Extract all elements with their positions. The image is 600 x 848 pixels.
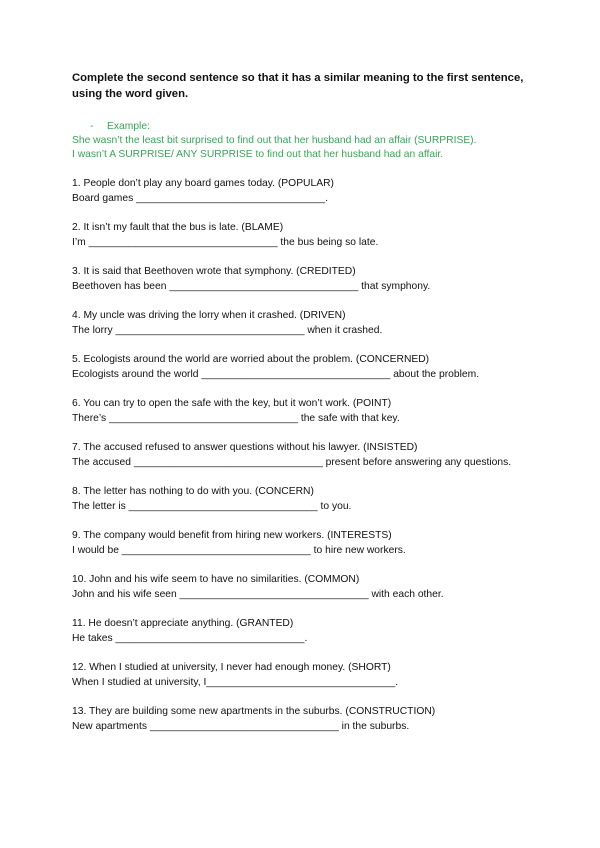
- exercise-answer-line: He takes _________________________________.: [72, 633, 308, 644]
- exercise-item: [72, 220, 532, 250]
- exercise-item: [72, 616, 532, 646]
- exercise-question: 6. You can try to open the safe with the key, but it won’t work. (POINT): [72, 398, 392, 409]
- exercise-question: 10. John and his wife seem to have no similarities. (COMMON): [72, 574, 360, 585]
- exercise-item: [72, 264, 532, 294]
- exercise-question: 1. People don’t play any board games today. (POPULAR): [72, 178, 334, 189]
- exercise-item: [72, 660, 532, 690]
- example-block: [72, 120, 532, 162]
- example-label-row: [72, 120, 532, 134]
- exercise-question: 4. My uncle was driving the lorry when it crashed. (DRIVEN): [72, 310, 346, 321]
- exercise-question: 8. The letter has nothing to do with you. (CONCERN): [72, 486, 314, 497]
- exercise-answer-line: The lorry _________________________________ when it crashed.: [72, 325, 383, 336]
- exercise-answer-line: John and his wife seen _________________________________ with each other.: [72, 589, 444, 600]
- exercise-answer-line: Board games _________________________________.: [72, 193, 328, 204]
- exercise-question: 7. The accused refused to answer questions without his lawyer. (INSISTED): [72, 442, 418, 453]
- exercise-item: [72, 396, 532, 426]
- exercise-question: 3. It is said that Beethoven wrote that symphony. (CREDITED): [72, 266, 356, 277]
- example-sentence: She wasn’t the least bit surprised to find out that her husband had an affair (SURPRISE).: [72, 135, 477, 146]
- example-answer: I wasn’t A SURPRISE/ ANY SURPRISE to find out that her husband had an affair.: [72, 149, 444, 160]
- exercise-question: 12. When I studied at university, I never had enough money. (SHORT): [72, 662, 391, 673]
- instructions-heading: Complete the second sentence so that it has a similar meaning to the first sentence, using the word given.: [72, 72, 524, 100]
- exercise-answer-line: Beethoven has been _________________________________ that symphony.: [72, 281, 431, 292]
- exercise-item: [72, 352, 532, 382]
- exercise-item: [72, 484, 532, 514]
- exercise-item: [72, 176, 532, 206]
- exercise-question: 5. Ecologists around the world are worried about the problem. (CONCERNED): [72, 354, 430, 365]
- exercise-answer-line: When I studied at university, I_________________________________.: [72, 677, 399, 688]
- exercise-answer-line: I would be _________________________________ to hire new workers.: [72, 545, 406, 556]
- exercise-answer-line: Ecologists around the world _________________________________ about the problem.: [72, 369, 480, 380]
- exercise-answer-line: There’s _________________________________ the safe with that key.: [72, 413, 400, 424]
- exercise-item: [72, 308, 532, 338]
- exercise-answer-line: The accused _________________________________ present before answering any questions.: [72, 457, 512, 468]
- worksheet-page: [72, 70, 532, 748]
- exercise-item: [72, 704, 532, 734]
- example-dash: -: [90, 121, 94, 132]
- exercise-answer-line: The letter is _________________________________ to you.: [72, 501, 352, 512]
- exercise-question: 2. It isn’t my fault that the bus is late. (BLAME): [72, 222, 284, 233]
- exercise-answer-line: New apartments _________________________________ in the suburbs.: [72, 721, 410, 732]
- exercise-item: [72, 572, 532, 602]
- exercise-item: [72, 440, 532, 470]
- exercise-question: 11. He doesn’t appreciate anything. (GRANTED): [72, 618, 294, 629]
- exercise-question: 9. The company would benefit from hiring new workers. (INTERESTS): [72, 530, 392, 541]
- example-label: Example:: [107, 121, 150, 132]
- exercise-answer-line: I’m _________________________________ the bus being so late.: [72, 237, 379, 248]
- exercise-question: 13. They are building some new apartments in the suburbs. (CONSTRUCTION): [72, 706, 436, 717]
- exercise-item: [72, 528, 532, 558]
